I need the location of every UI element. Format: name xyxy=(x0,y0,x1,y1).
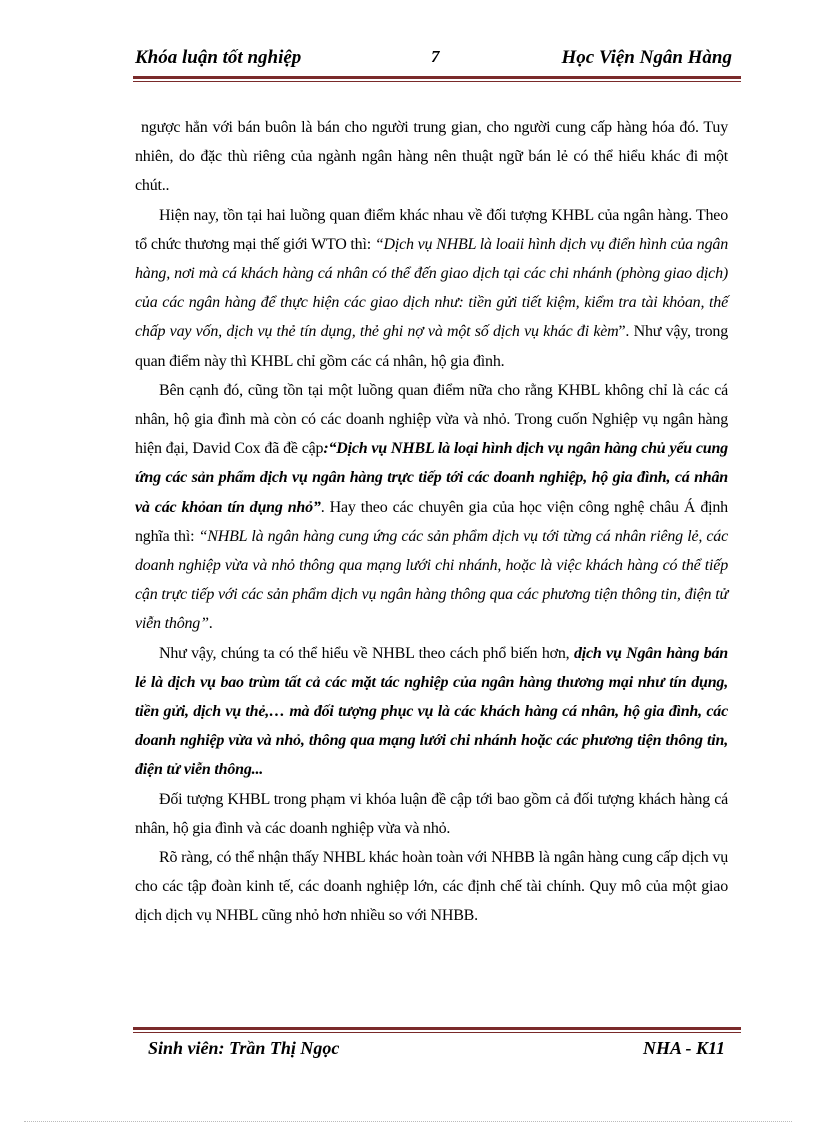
page-header xyxy=(135,47,732,73)
paragraph-5: Đối tượng KHBL trong phạm vi khóa luận đề cập tới bao gồm cả đối tượng khách hàng cá nhân, hộ gia đình và các doanh nghiệp vừa và nhỏ. xyxy=(135,790,728,837)
paragraph-1: ngược hẳn với bán buôn là bán cho người trung gian, cho người cung cấp hàng hóa đó. Tuy nhiên, do đặc thù riêng của ngành ngân hàng nên thuật ngữ bán lẻ có thể hiểu khác đi một chút.. xyxy=(135,119,728,195)
ait-definition-quote: “NHBL là ngân hàng cung ứng các sản phẩm dịch vụ tới từng cá nhân riêng lẻ, các doanh nghiệp vừa và nhỏ thông qua mạng lưới chi nhánh, hoặc là việc khách hàng có thể tiếp cận trực tiếp với các sản phẩm dịch vụ ngân hàng thông qua các phương tiện thông tin, điện tử viễn thông” xyxy=(135,527,728,633)
header-page-number: 7 xyxy=(431,47,440,66)
page-body xyxy=(135,113,728,931)
paragraph-3-end: . xyxy=(208,615,213,633)
paragraph-3-mid: . Hay theo các chuyên gia của học viện công nghệ châu Á định nghĩa thì: xyxy=(135,498,728,545)
page-bottom-divider xyxy=(24,1121,792,1122)
page-footer xyxy=(148,1038,725,1064)
paragraph-4-text: Như vậy, chúng ta có thể hiểu về NHBL theo cách phổ biến hơn, xyxy=(159,644,574,662)
david-cox-quote: :“Dịch vụ NHBL là loại hình dịch vụ ngân hàng chủ yếu cung ứng các sản phẩm dịch vụ ngân hàng trực tiếp tới các doanh nghiệp, hộ gia đình, cá nhân và các khỏan tín dụng nhỏ” xyxy=(135,440,728,516)
paragraph-6: Rõ ràng, có thể nhận thấy NHBL khác hoàn toàn với NHBB là ngân hàng cung cấp dịch vụ cho các tập đoàn kinh tế, các doanh nghiệp lớn, các định chế tài chính. Quy mô của một giao dịch dịch vụ NHBL cũng nhỏ hơn nhiều so với NHBB. xyxy=(135,849,728,925)
wto-definition-quote: “Dịch vụ NHBL là loaii hình dịch vụ điển hình của ngân hàng, nơi mà cá khách hàng cá nhân có thể đến giao dịch tại các chi nhánh (phòng giao dịch) của các ngân hàng để thực hiện các giao dịch như: tiền gửi tiết kiệm, kiểm tra tài khỏan, thế chấp vay vốn, dịch vụ thẻ tín dụng, thẻ ghi nợ và một số dịch vụ khác đi kèm xyxy=(135,235,728,341)
paragraph-4 xyxy=(135,639,728,785)
footer-student-name: Sinh viên: Trần Thị Ngọc xyxy=(148,1038,340,1058)
footer-rule xyxy=(133,1027,741,1033)
header-rule xyxy=(133,76,741,82)
footer-class-code: NHA - K11 xyxy=(642,1038,725,1058)
paragraph-3 xyxy=(135,376,728,639)
header-thesis-title: Khóa luận tốt nghiệp xyxy=(135,47,302,68)
retail-banking-definition: dịch vụ Ngân hàng bán lẻ là dịch vụ bao trùm tất cả các mặt tác nghiệp của ngân hàng thương mại như tín dụng, tiền gửi, dịch vụ thẻ,… mà đối tượng phục vụ là các khách hàng cá nhân, hộ gia đình, các doanh nghiệp vừa và nhỏ, thông qua mạng lưới chi nhánh hoặc các phương tiện thông tin, điện tử viễn thông... xyxy=(135,644,728,779)
paragraph-3-text: Bên cạnh đó, cũng tồn tại một luồng quan điểm nữa cho rằng KHBL không chỉ là các cá nhân, hộ gia đình mà còn có các doanh nghiệp vừa và nhỏ. Trong cuốn Nghiệp vụ ngân hàng hiện đại, David Cox đã đề cập xyxy=(135,381,728,458)
paragraph-2 xyxy=(135,201,728,376)
paragraph-2-text: Hiện nay, tồn tại hai luồng quan điểm khác nhau về đối tượng KHBL của ngân hàng. Theo tổ chức thương mại thế giới WTO thì: xyxy=(135,206,728,253)
paragraph-2-tail: ”. Như vậy, trong quan điểm này thì KHBL chỉ gồm các cá nhân, hộ gia đình. xyxy=(135,323,728,370)
header-institution: Học Viện Ngân Hàng xyxy=(561,47,732,68)
